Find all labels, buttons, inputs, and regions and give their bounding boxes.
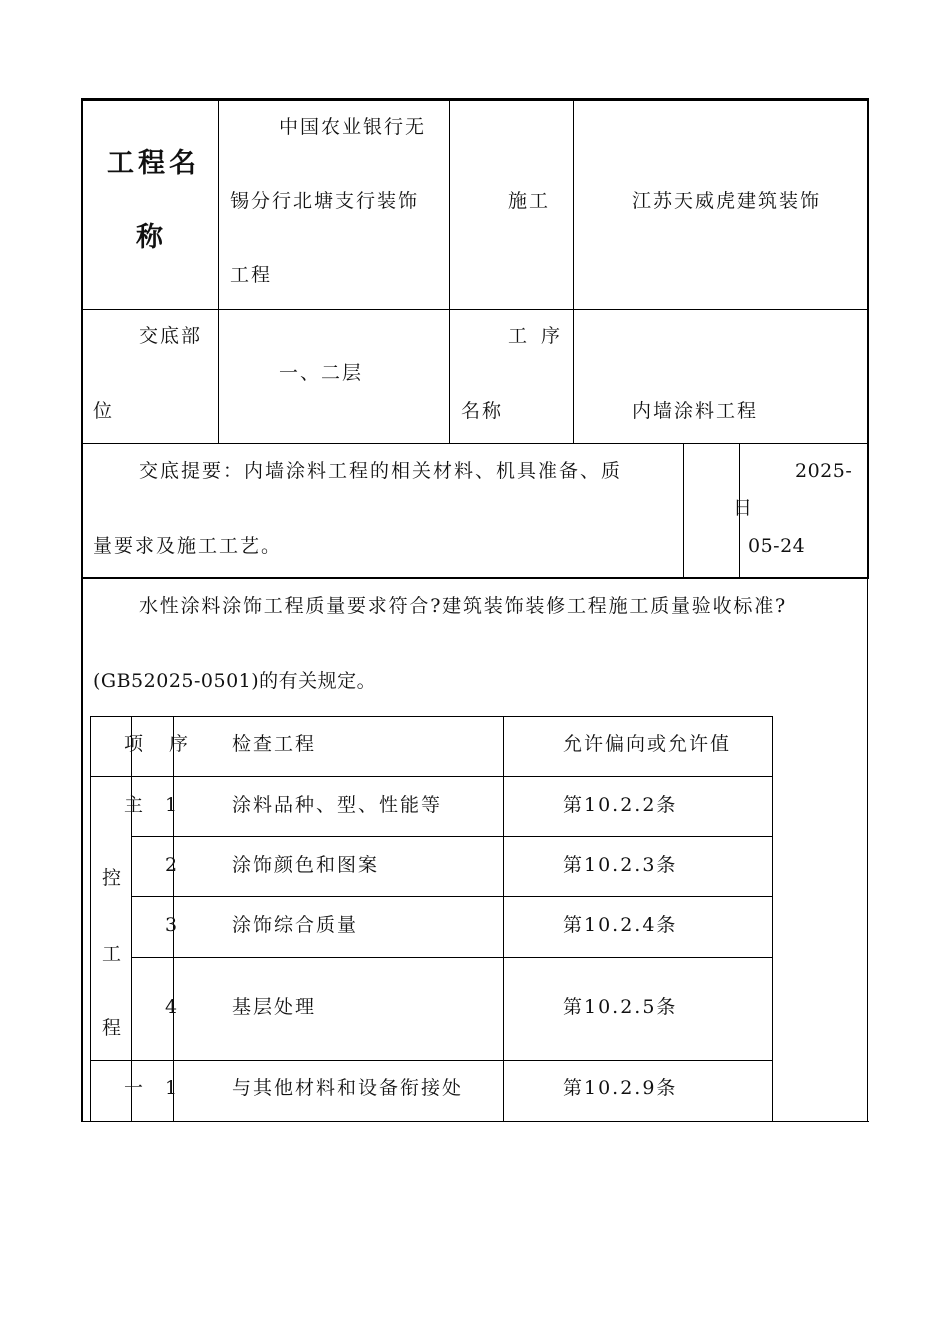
summary-line-1: 交底提要：内墙涂料工程的相关材料、机具准备、质 xyxy=(139,460,623,482)
quality-requirement-line-2: (GB52025-0501)的有关规定。 xyxy=(93,670,377,692)
inner-row1-bottom xyxy=(131,836,773,837)
row1-bottom-line xyxy=(81,309,869,310)
part-label-1: 交底部 xyxy=(139,325,203,347)
col-divider-3 xyxy=(573,98,574,444)
inner-header-bottom xyxy=(90,776,773,777)
process-label-2: 名称 xyxy=(461,400,504,422)
col-divider-1 xyxy=(218,98,219,444)
construction-unit: 江苏天威虎建筑装饰 xyxy=(632,190,822,212)
project-name-line-2: 锡分行北塘支行装饰 xyxy=(230,190,420,212)
col-check-header: 检查工程 xyxy=(232,733,317,755)
table-row-seq: 2 xyxy=(165,854,178,876)
table-row-item: 基层处理 xyxy=(232,996,317,1018)
general-item-label: 一 xyxy=(124,1077,146,1099)
table-row-item: 涂饰颜色和图案 xyxy=(232,854,380,876)
row3-bottom-line xyxy=(81,577,869,579)
inner-row3-bottom xyxy=(131,957,773,958)
part-label-2: 位 xyxy=(93,400,115,422)
outer-left-border xyxy=(81,98,83,1122)
table-row-item: 与其他材料和设备衔接处 xyxy=(232,1077,464,1099)
quality-requirement-line-1: 水性涂料涂饰工程质量要求符合?建筑装饰装修工程施工质量验收标准? xyxy=(139,595,787,617)
inner-seq-divider xyxy=(131,716,132,1121)
inner-check-divider xyxy=(503,716,504,1121)
project-name-label-2: 称 xyxy=(136,222,167,253)
outer-top-border xyxy=(81,98,869,101)
construction-label: 施工 xyxy=(508,190,551,212)
project-name-line-3: 工程 xyxy=(230,264,273,286)
col-item-header: 项 xyxy=(124,733,146,755)
table-row-item: 涂饰综合质量 xyxy=(232,914,359,936)
main-control-label-3: 工 xyxy=(102,943,124,965)
date-divider-left xyxy=(683,443,684,578)
main-control-label-1: 主 xyxy=(124,794,146,816)
table-row-seq: 3 xyxy=(165,914,178,936)
inner-main-section-bottom xyxy=(90,1060,773,1061)
row2-bottom-line xyxy=(81,443,869,444)
table-row-clause: 第10.2.9条 xyxy=(563,1077,678,1099)
table-row-clause: 第10.2.5条 xyxy=(563,996,678,1018)
outer-right-border xyxy=(867,98,869,579)
table-row-clause: 第10.2.3条 xyxy=(563,854,678,876)
process-label-1: 工 序 xyxy=(508,325,565,347)
inner-row2-bottom xyxy=(131,896,773,897)
date-part-2: 05-24 xyxy=(748,535,806,557)
table-row-item: 涂料品种、型、性能等 xyxy=(232,794,443,816)
col-allow-header: 允许偏向或允许值 xyxy=(563,733,732,755)
process-value: 内墙涂料工程 xyxy=(632,400,759,422)
table-row-seq: 1 xyxy=(165,1077,178,1099)
part-value: 一、二层 xyxy=(279,362,364,384)
inner-top-border xyxy=(90,716,773,717)
project-name-line-1: 中国农业银行无 xyxy=(279,116,427,138)
summary-line-2: 量要求及施工工艺。 xyxy=(93,535,283,557)
date-part-1: 2025- xyxy=(795,460,853,482)
table-row-clause: 第10.2.2条 xyxy=(563,794,678,816)
main-control-label-2: 控 xyxy=(102,867,124,889)
table-row-seq: 4 xyxy=(165,996,178,1018)
table-row-clause: 第10.2.4条 xyxy=(563,914,678,936)
date-label: 日 xyxy=(733,497,755,519)
outer-right-border-lower xyxy=(867,579,868,1122)
outer-bottom-border xyxy=(81,1121,869,1122)
col-seq-header: 序 xyxy=(169,733,191,755)
project-name-label-1: 工程名 xyxy=(107,148,200,179)
main-control-label-4: 程 xyxy=(102,1017,124,1039)
col-divider-2 xyxy=(449,98,450,444)
table-row-seq: 1 xyxy=(165,794,178,816)
